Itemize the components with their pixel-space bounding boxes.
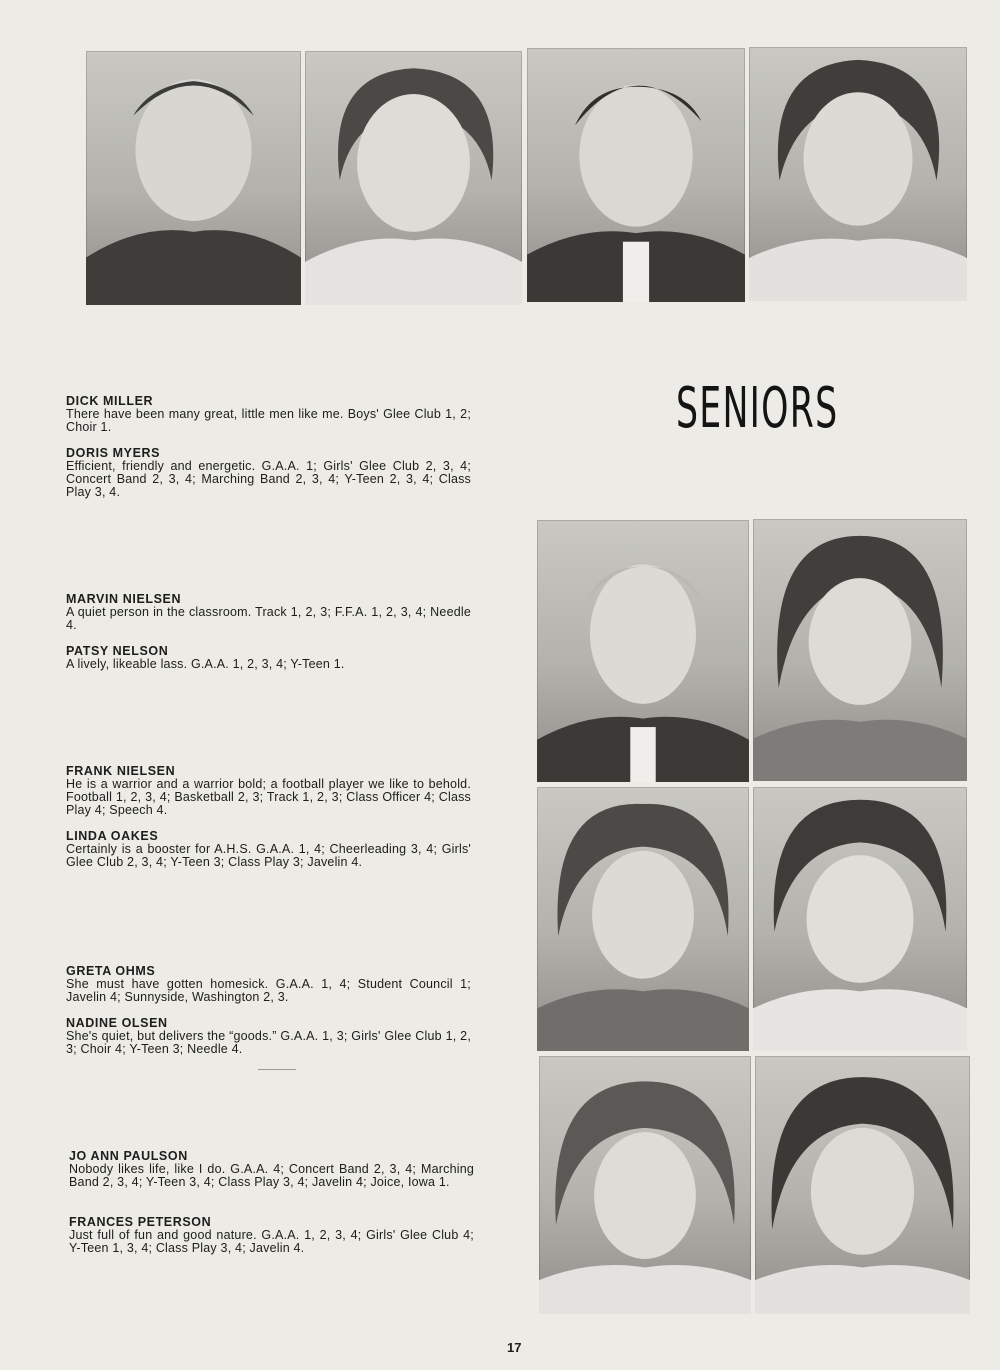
section-title: SENIORS [676,376,839,441]
senior-entry [66,764,471,818]
senior-description: There have been many great, little men like me. Boys' Glee Club 1, 2; Choir 1. [66,407,471,435]
senior-description: She must have gotten homesick. G.A.A. 1, 4; Student Council 1; Javelin 4; Sunnyside, Washington 2, 3. [66,977,471,1005]
senior-name: FRANK NIELSEN [66,764,176,778]
senior-name: NADINE OLSEN [66,1016,168,1030]
portrait-photo [539,1056,751,1314]
senior-name: GRETA OHMS [66,964,156,978]
divider [258,1069,296,1070]
senior-name: JO ANN PAULSON [69,1149,188,1163]
portrait-photo [753,787,967,1051]
senior-description: She's quiet, but delivers the “goods.” G.A.A. 1, 3; Girls' Glee Club 1, 2, 3; Choir 4; Y-Teen 3; Needle 4. [66,1029,471,1057]
senior-entry [66,592,471,632]
senior-description: Nobody likes life, like I do. G.A.A. 4; Concert Band 2, 3, 4; Marching Band 2, 3, 4; Y-Teen 3, 4; Class Play 3, 4; Javelin 4; Joice, Iowa 1. [69,1162,474,1190]
portrait-photo [749,47,967,301]
senior-name: LINDA OAKES [66,829,159,843]
senior-name: FRANCES PETERSON [69,1215,212,1229]
senior-name: DICK MILLER [66,394,154,408]
senior-description: Just full of fun and good nature. G.A.A. 1, 2, 3, 4; Girls' Glee Club 4; Y-Teen 1, 3, 4; Class Play 3, 4; Javelin 4. [69,1228,474,1256]
page-number: 17 [507,1340,522,1355]
senior-entry [66,964,471,1004]
senior-description: Efficient, friendly and energetic. G.A.A. 1; Girls' Glee Club 2, 3, 4; Concert Band 2, 3, 4; Marching Band 2, 3, 4; Y-Teen 2, 3, 4; Class Play 3, 4. [66,459,471,500]
portrait-photo [305,51,522,305]
senior-entry [66,644,471,671]
senior-name: DORIS MYERS [66,446,161,460]
senior-description: Certainly is a booster for A.H.S. G.A.A. 1, 4; Cheerleading 3, 4; Girls' Glee Club 2, 3, 4; Y-Teen 3; Class Play 3; Javelin 4. [66,842,471,870]
portrait-photo [86,51,301,305]
senior-entry [66,446,471,500]
senior-description: A quiet person in the classroom. Track 1, 2, 3; F.F.A. 1, 2, 3, 4; Needle 4. [66,605,471,633]
portrait-photo [753,519,967,781]
senior-entry [69,1149,474,1189]
senior-name: PATSY NELSON [66,644,169,658]
portrait-photo [537,520,749,782]
portrait-photo [527,48,745,302]
senior-description: He is a warrior and a warrior bold; a football player we like to behold. Football 1, 2, 3, 4; Basketball 2, 3; Track 1, 2, 3; Class Officer 4; Class Play 4; Speech 4. [66,777,471,818]
senior-name: MARVIN NIELSEN [66,592,182,606]
portrait-photo [537,787,749,1051]
senior-entry [66,829,471,869]
portrait-photo [755,1056,970,1314]
senior-entry [69,1215,474,1255]
senior-description: A lively, likeable lass. G.A.A. 1, 2, 3, 4; Y-Teen 1. [66,657,345,671]
senior-entry [66,394,471,434]
senior-entry [66,1016,471,1056]
